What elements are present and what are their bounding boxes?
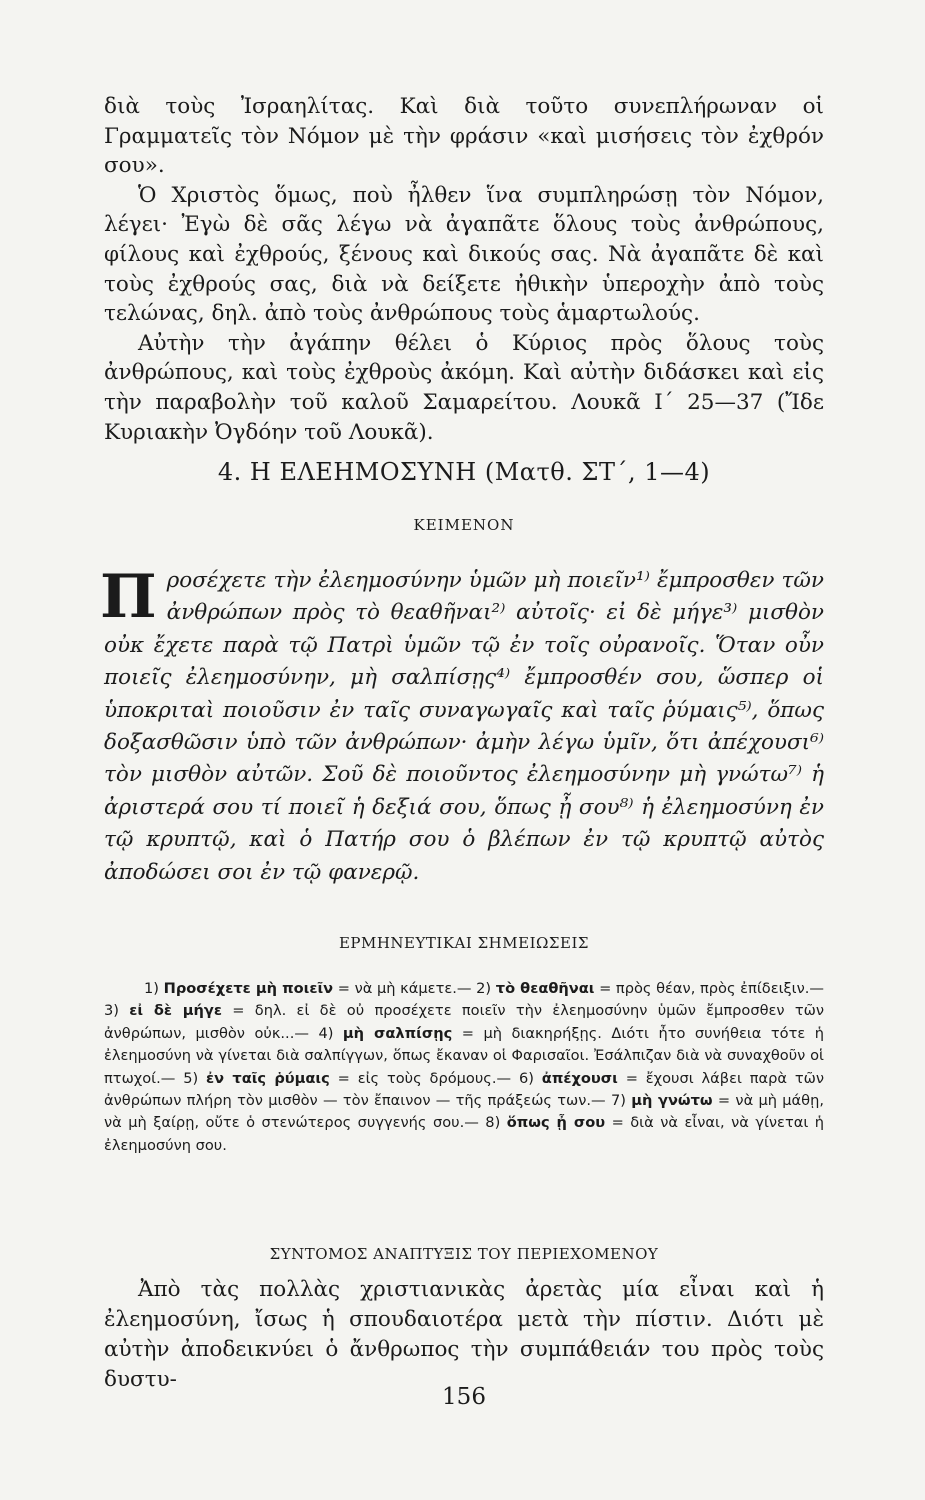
intro-paragraph-2: Ὁ Χριστὸς ὅμως, ποὺ ἦλθεν ἵνα συμπληρώσῃ τὸν Νόμον, λέγει· Ἐγὼ δὲ σᾶς λέγω νὰ ἀγαπᾶτε ὅλους τοὺς ἀνθρώπους, φίλους καὶ ἐχθρούς, ξένους καὶ δικούς σας. Νὰ ἀγαπᾶτε δὲ καὶ τοὺς ἐχθρούς σας, διὰ νὰ δείξετε ἠθικὴν ὑπεροχὴν ἀπὸ τοὺς τελώνας, δηλ. ἀπὸ τοὺς ἀνθρώπους τοὺς ἁμαρτωλούς. [104,182,824,327]
note-term: ὅπως ᾖ σου [506,1114,606,1132]
note-term: μὴ σαλπίσῃς [342,1024,453,1042]
page-number: 156 [442,1384,486,1410]
summary-paragraph: Ἀπὸ τὰς πολλὰς χριστιανικὰς ἀρετὰς μία εἶναι καὶ ἡ ἐλεημοσύνη, ἴσως ἡ σπουδαιοτέρα μετὰ τὴν πίστιν. Διότι μὲ αὐτὴν ἀποδεικνύει ὁ ἄνθρωπος τὴν συμπάθειάν του πρὸς τοὺς δυστυ- [104,1277,824,1392]
note-definition: = ἔχουσι λάβει παρὰ τῶν ἀνθρώπων πλήρη τὸν μισθὸν — τὸν ἔπαινον — τῆς πράξεώς των.— [104,1069,825,1110]
note-definition: = μὴ διακηρήξῃς. Διότι ἦτο συνήθεια τότε ἡ ἐλεημοσύνη νὰ γίνεται διὰ σαλπίγγων, ὅπως ἔκαναν οἱ Φαρισαῖοι. Ἐσάλπιζαν διὰ νὰ συναχθοῦν οἱ πτωχοί.— [104,1024,825,1087]
note-term: εἰ δὲ μήγε [129,1002,222,1020]
note-term: ἀπέχουσι [541,1069,618,1087]
summary-text [104,1275,824,1395]
note-definition: = δηλ. εἰ δὲ οὐ προσέχετε ποιεῖν τὴν ἐλεημοσύνην ὑμῶν ἔμπροσθεν τῶν ἀνθρώπων, μισθὸν οὐκ...— [104,1002,824,1042]
note-definition: = πρὸς θέαν, πρὸς ἐπίδειξιν.— [599,980,824,997]
notes-title: ΕΡΜΗΝΕΥΤΙΚΑΙ ΣΗΜΕΙΩΣΕΙΣ [338,934,590,952]
note-term: τὸ θεαθῆναι [495,980,595,997]
intro-paragraph-1: διὰ τοὺς Ἰσραηλίτας. Καὶ διὰ τοῦτο συνεπλήρωναν οἱ Γραμματεῖς τὸν Νόμον μὲ τὴν φράσιν «καὶ μισήσεις τὸν ἐχθρόν σου». [104,94,824,179]
note-term: Προσέχετε μὴ ποιεῖν [163,980,334,997]
note-number: 2) [476,980,492,997]
note-definition: = διὰ νὰ εἶναι, νὰ γίνεται ἡ ἐλεημοσύνη σου. [104,1114,825,1154]
note-number: 7) [610,1092,626,1110]
note-number: 6) [518,1069,534,1087]
explanatory-notes [104,978,824,1157]
note-number: 1) [144,980,159,997]
note-definition: = νὰ μὴ κάμετε.— [337,980,472,997]
intro-paragraph-3: Αὐτὴν τὴν ἀγάπην θέλει ὁ Κύριος πρὸς ὅλους τοὺς ἀνθρώπους, καὶ τοὺς ἐχθροὺς ἀκόμη. Καὶ αὐτὴν διδάσκει καὶ εἰς τὴν παραβολὴν τοῦ καλοῦ Σαμαρείτου. Λουκᾶ Ι΄ 25—37 (Ἴδε Κυριακὴν Ὀγδόην τοῦ Λουκᾶ). [104,330,824,445]
scripture-body: ροσέχετε τὴν ἐλεημοσύνην ὑμῶν μὴ ποιεῖν¹⁾ ἔμπροσθεν τῶν ἀνθρώπων πρὸς τὸ θεαθῆναι²⁾ αὐτοῖς· εἰ δὲ μήγε³⁾ μισθὸν οὐκ ἔχετε παρὰ τῷ Πατρὶ ὑμῶν τῷ ἐν τοῖς οὐρανοῖς. Ὅταν οὖν ποιεῖς ἐλεημοσύνην, μὴ σαλπίσῃς⁴⁾ ἔμπροσθέν σου, ὥσπερ οἱ ὑποκριταὶ ποιοῦσιν ἐν ταῖς συναγωγαῖς καὶ ταῖς ῥύμαις⁵⁾, ὅπως δοξασθῶσιν ὑπὸ τῶν ἀνθρώπων· ἀμὴν λέγω ὑμῖν, ὅτι ἀπέχουσι⁶⁾ τὸν μισθὸν αὐτῶν. Σοῦ δὲ ποιοῦντος ἐλεημοσύνην μὴ γνώτω⁷⁾ ἡ ἀριστερά σου τί ποιεῖ ἡ δεξιά σου, ὅπως ᾖ σου⁸⁾ ἡ ἐλεημοσύνη ἐν τῷ κρυπτῷ, καὶ ὁ Πατήρ σου ὁ βλέπων ἐν τῷ κρυπτῷ αὐτὸς ἀποδώσει σοι ἐν τῷ φανερῷ. [104,568,824,885]
section-heading: 4. Η ΕΛΕΗΜΟΣΥΝΗ (Ματθ. ΣΤ΄, 1—4) [217,458,711,486]
scripture-text [100,562,824,889]
note-term: μὴ γνώτω [631,1092,713,1110]
intro-text [104,92,824,447]
note-number: 3) [104,1002,119,1020]
note-number: 5) [183,1069,199,1087]
note-number: 8) [485,1114,501,1132]
notes-paragraph [104,978,824,1157]
note-number: 4) [318,1024,334,1042]
text-label: ΚΕΙΜΕΝΟΝ [413,516,515,534]
note-term: ἐν ταῖς ῥύμαις [206,1069,330,1087]
note-definition: = εἰς τοὺς δρόμους.— [337,1069,512,1087]
summary-title: ΣΥΝΤΟΜΟΣ ΑΝΑΠΤΥΞΙΣ ΤΟΥ ΠΕΡΙΕΧΟΜΕΝΟΥ [269,1245,659,1263]
drop-cap: Π [100,562,157,632]
note-definition: = νὰ μὴ μάθῃ, νὰ μὴ ξαίρῃ, οὔτε ὁ στενώτερος συγγενής σου.— [104,1092,824,1132]
